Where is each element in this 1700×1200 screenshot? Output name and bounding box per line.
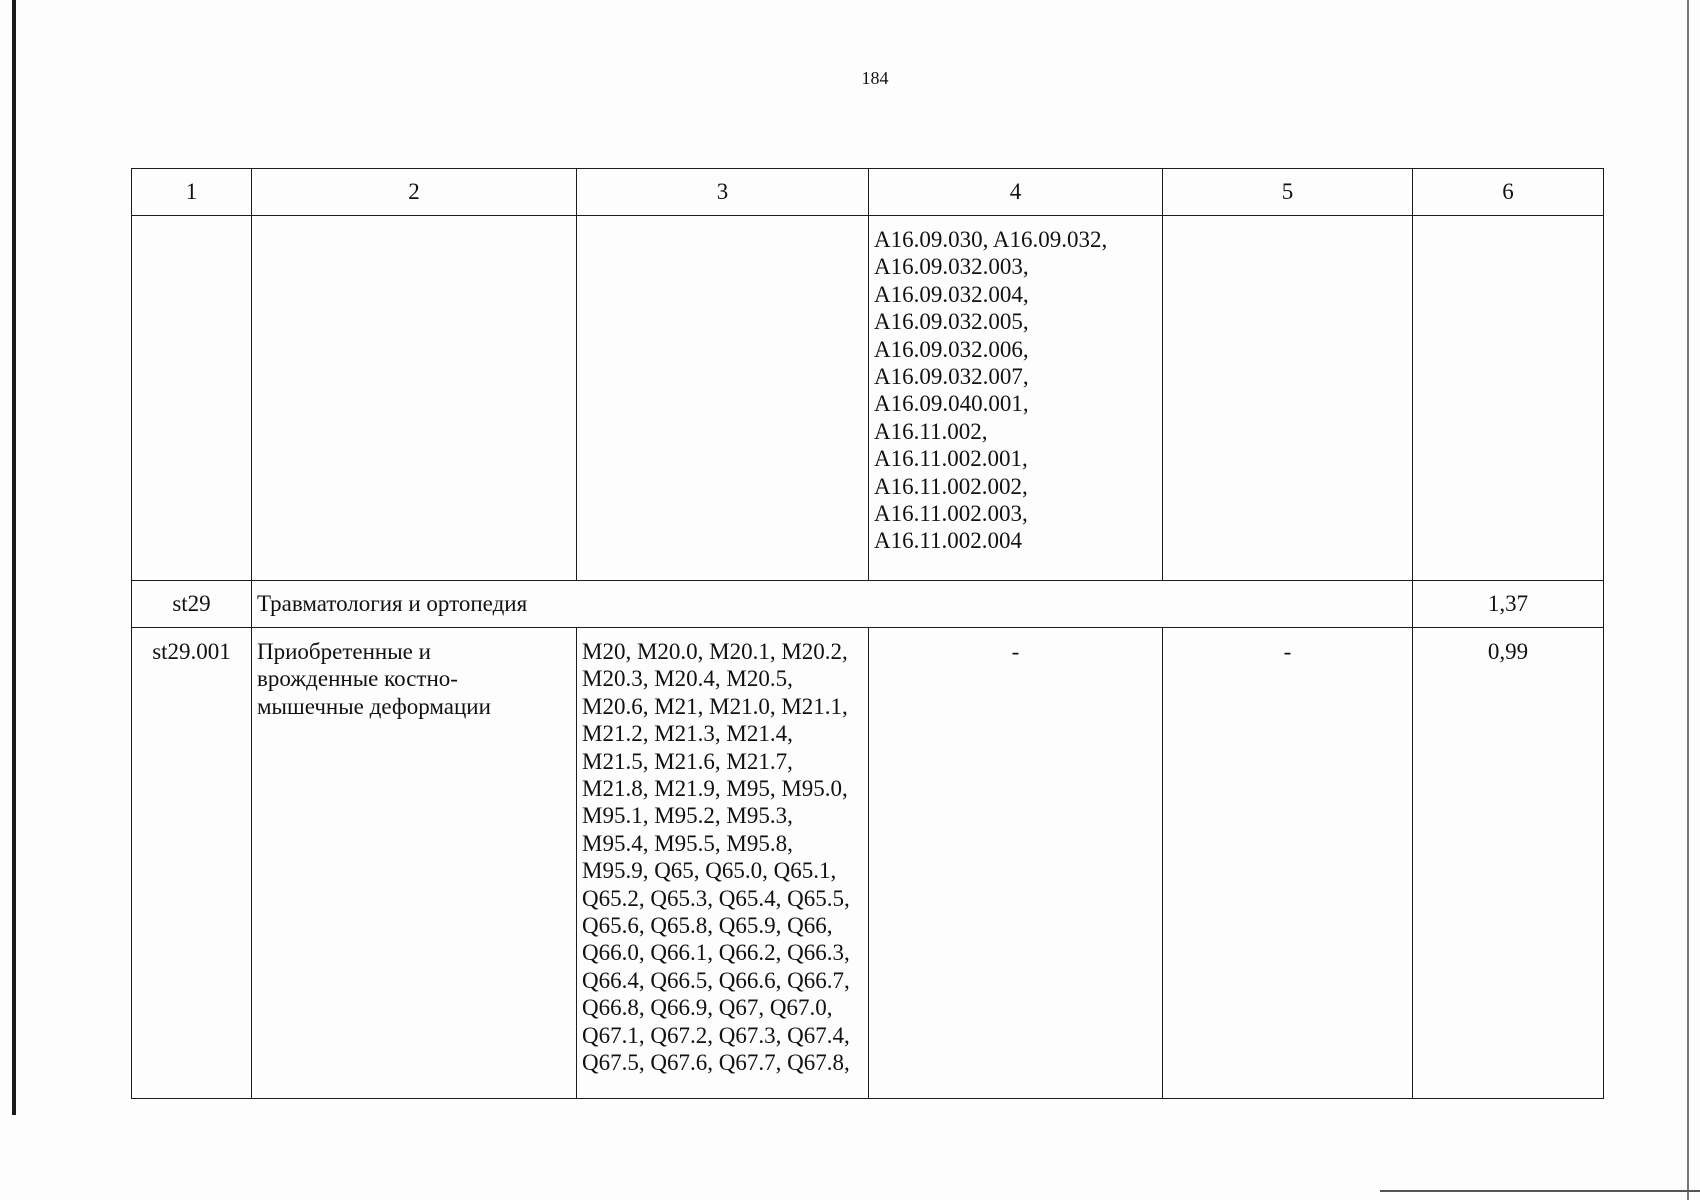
column-header: 3: [577, 169, 869, 216]
column-header: 5: [1163, 169, 1413, 216]
diagnosis-code-line: M21.2, M21.3, M21.4,: [582, 721, 793, 747]
table-header-row: [132, 169, 1604, 216]
diagnosis-code-line: Q67.5, Q67.6, Q67.7, Q67.8,: [582, 1050, 850, 1076]
service-code-line: A16.09.032.007,: [874, 364, 1029, 390]
scan-bottom-edge: [1380, 1190, 1700, 1192]
service-codes-cell: -: [869, 628, 1163, 1099]
subgroup-name-line: Приобретенные и: [257, 639, 431, 664]
diagnosis-code-line: M95.1, M95.2, M95.3,: [582, 803, 793, 829]
table-cell: [1163, 216, 1413, 581]
diagnosis-code-line: Q67.1, Q67.2, Q67.3, Q67.4,: [582, 1022, 850, 1048]
section-code: st29: [132, 581, 252, 628]
diagnosis-code-line: M20.6, M21, M21.0, M21.1,: [582, 693, 848, 719]
column-header: 1: [132, 169, 252, 216]
service-code-line: A16.09.032.004,: [874, 281, 1029, 307]
subgroup-name-cell: [252, 628, 577, 1099]
diagnosis-code-line: M95.9, Q65, Q65.0, Q65.1,: [582, 858, 837, 884]
service-code-line: A16.09.032.003,: [874, 254, 1029, 280]
subgroup-coefficient: 0,99: [1413, 628, 1604, 1099]
table-row: [132, 628, 1604, 1099]
service-code-line: A16.09.032.006,: [874, 336, 1029, 362]
table-cell: [252, 216, 577, 581]
diagnosis-codes-cell: [577, 628, 869, 1099]
table-cell: [132, 216, 252, 581]
subgroup-name-line: мышечные деформации: [257, 693, 491, 719]
column-header: 2: [252, 169, 577, 216]
service-code-line: A16.11.002,: [874, 418, 988, 444]
service-code-line: A16.09.032.005,: [874, 309, 1029, 335]
diagnosis-code-line: M21.8, M21.9, M95, M95.0,: [582, 776, 848, 802]
service-codes-cell: [869, 216, 1163, 581]
diagnosis-code-line: Q65.6, Q65.8, Q65.9, Q66,: [582, 913, 833, 939]
diagnosis-code-line: Q66.8, Q66.9, Q67, Q67.0,: [582, 995, 833, 1021]
additional-criteria-cell: -: [1163, 628, 1413, 1099]
section-coefficient: 1,37: [1413, 581, 1604, 628]
scan-right-edge: [1687, 0, 1689, 1200]
section-name: Травматология и ортопедия: [252, 581, 1413, 628]
scan-left-edge: [12, 0, 16, 1115]
page-number: 184: [861, 68, 889, 88]
service-code-line: A16.11.002.004: [874, 528, 1023, 554]
section-row: [132, 581, 1604, 628]
table-cell: [577, 216, 869, 581]
subgroup-name-line: врожденные костно-: [257, 666, 458, 692]
service-code-line: A16.11.002.002,: [874, 473, 1028, 499]
tariff-table: [131, 168, 1604, 1099]
diagnosis-code-line: Q65.2, Q65.3, Q65.4, Q65.5,: [582, 885, 850, 911]
table-cell: [1413, 216, 1604, 581]
subgroup-code: st29.001: [132, 628, 252, 1099]
diagnosis-code-line: M20, M20.0, M20.1, M20.2,: [582, 639, 848, 664]
service-code-line: A16.09.040.001,: [874, 391, 1029, 417]
service-code-line: A16.11.002.003,: [874, 501, 1028, 527]
diagnosis-code-line: M21.5, M21.6, M21.7,: [582, 748, 793, 774]
diagnosis-code-line: Q66.4, Q66.5, Q66.6, Q66.7,: [582, 967, 850, 993]
diagnosis-code-line: M95.4, M95.5, M95.8,: [582, 830, 793, 856]
table-row: [132, 216, 1604, 581]
service-code-line: A16.11.002.001,: [874, 446, 1028, 472]
service-code-line: A16.09.030, A16.09.032,: [874, 227, 1108, 252]
diagnosis-code-line: Q66.0, Q66.1, Q66.2, Q66.3,: [582, 940, 850, 966]
diagnosis-code-line: M20.3, M20.4, M20.5,: [582, 666, 793, 692]
column-header: 6: [1413, 169, 1604, 216]
column-header: 4: [869, 169, 1163, 216]
